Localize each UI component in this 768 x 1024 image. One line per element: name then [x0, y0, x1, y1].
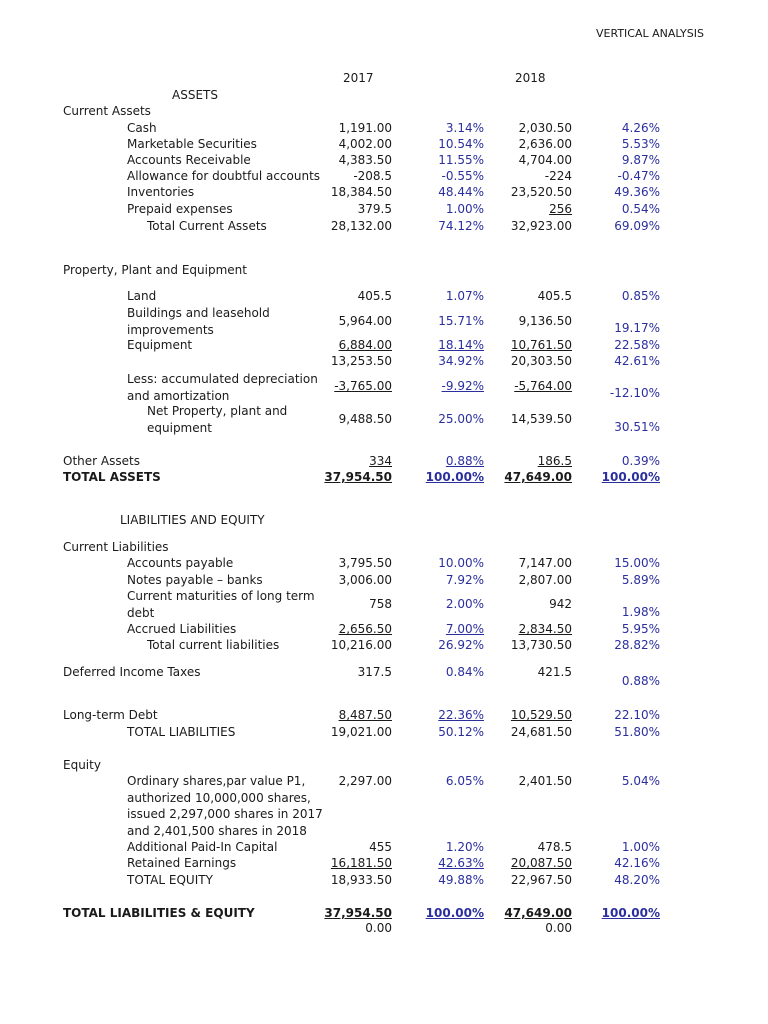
- pct-2018: 51.80%: [614, 725, 660, 739]
- value-2017: 334: [369, 454, 392, 468]
- value-2017: 6,884.00: [338, 338, 392, 352]
- pct-2018: 42.61%: [614, 354, 660, 368]
- row-label: Long-term Debt: [63, 708, 158, 722]
- pct-2018: 5.95%: [621, 622, 660, 636]
- pct-2018: 42.16%: [614, 856, 660, 870]
- pct-2017: 34.92%: [438, 354, 484, 368]
- value-2017: 8,487.50: [338, 708, 392, 722]
- pct-2017: 48.44%: [438, 185, 484, 199]
- pct-2018: 22.10%: [614, 708, 660, 722]
- value-2017: 18,933.50: [330, 873, 392, 887]
- row-label: Other Assets: [63, 454, 140, 468]
- row-label: Marketable Securities: [127, 137, 257, 151]
- header-2018: 2018: [515, 71, 546, 85]
- pct-2018: 28.82%: [614, 638, 660, 652]
- pct-2018: 9.87%: [621, 153, 660, 167]
- value-2018: 2,834.50: [518, 622, 572, 636]
- pct-2018: 5.04%: [621, 774, 660, 788]
- pct-2017: 1.20%: [445, 840, 484, 854]
- pct-2018: 5.53%: [621, 137, 660, 151]
- row-label: Total Current Assets: [147, 219, 267, 233]
- pct-2017: 50.12%: [438, 725, 484, 739]
- value-2018: 2,030.50: [518, 121, 572, 135]
- value-2018: -5,764.00: [514, 379, 572, 393]
- row-label: Accrued Liabilities: [127, 622, 237, 636]
- value-2018: 24,681.50: [510, 725, 572, 739]
- pct-2018: -12.10%: [609, 386, 660, 400]
- pct-2017: -0.55%: [441, 169, 484, 183]
- row-label: Notes payable – banks: [127, 573, 263, 587]
- row-label: TOTAL LIABILITIES & EQUITY: [63, 906, 255, 920]
- value-2018: 2,636.00: [518, 137, 572, 151]
- section-assets: ASSETS: [172, 88, 218, 102]
- row-label: Prepaid expenses: [127, 202, 233, 216]
- pct-2018: 0.88%: [621, 674, 660, 688]
- value-2018: 10,761.50: [510, 338, 572, 352]
- row-label: Equipment: [127, 338, 193, 352]
- row-label: Buildings and leasehold: [127, 306, 270, 320]
- value-2017: 3,006.00: [338, 573, 392, 587]
- value-2017: 758: [369, 597, 392, 611]
- pct-2017: 25.00%: [438, 412, 484, 426]
- value-2017: 405.5: [357, 289, 392, 303]
- value-2018: 47,649.00: [504, 470, 572, 484]
- value-2017: 455: [369, 840, 392, 854]
- value-2017: 10,216.00: [330, 638, 392, 652]
- row-label: improvements: [127, 322, 214, 337]
- value-2018: 23,520.50: [510, 185, 572, 199]
- value-2017: 2,297.00: [338, 774, 392, 788]
- pct-2017: 74.12%: [438, 219, 484, 233]
- row-label: equipment: [147, 420, 212, 435]
- value-2018: 10,529.50: [510, 708, 572, 722]
- pct-2018: 100.00%: [601, 470, 660, 484]
- row-label: TOTAL LIABILITIES: [127, 725, 236, 739]
- value-2018: 421.5: [537, 665, 572, 679]
- row-label: Accounts payable: [127, 556, 234, 570]
- pct-2017: 15.71%: [438, 314, 484, 328]
- value-2017: 37,954.50: [324, 906, 392, 920]
- pct-2017: 0.84%: [445, 665, 484, 679]
- pct-2017: 11.55%: [438, 153, 484, 167]
- pct-2018: 4.26%: [621, 121, 660, 135]
- row-label: Retained Earnings: [127, 856, 237, 870]
- value-2018: 2,401.50: [518, 774, 572, 788]
- pct-2017: 2.00%: [445, 597, 484, 611]
- pct-2017: 18.14%: [438, 338, 484, 352]
- value-2017: 16,181.50: [330, 856, 392, 870]
- row-label: Ordinary shares,par value P1,: [127, 774, 306, 788]
- pct-2017: 1.00%: [445, 202, 484, 216]
- value-2018: 9,136.50: [518, 314, 572, 328]
- row-label: Land: [127, 289, 157, 303]
- row-label: Inventories: [127, 185, 195, 199]
- pct-2017: 7.00%: [445, 622, 484, 636]
- pct-2017: 10.00%: [438, 556, 484, 570]
- value-2018: -224: [544, 169, 572, 183]
- check-2017: 0.00: [365, 921, 392, 935]
- pct-2017: 22.36%: [438, 708, 484, 722]
- value-2017: 317.5: [357, 665, 392, 679]
- row-label: issued 2,297,000 shares in 2017: [127, 807, 323, 821]
- value-2018: 942: [549, 597, 572, 611]
- value-2018: 13,730.50: [510, 638, 572, 652]
- row-label: and amortization: [127, 388, 230, 403]
- value-2018: 20,087.50: [510, 856, 572, 870]
- pct-2018: 30.51%: [614, 420, 660, 434]
- value-2018: 14,539.50: [510, 412, 572, 426]
- value-2018: 20,303.50: [510, 354, 572, 368]
- pct-2018: 22.58%: [614, 338, 660, 352]
- value-2017: 9,488.50: [338, 412, 392, 426]
- pct-2017: 100.00%: [425, 470, 484, 484]
- value-2018: 2,807.00: [518, 573, 572, 587]
- pct-2017: 0.88%: [445, 454, 484, 468]
- pct-2018: 1.98%: [621, 605, 660, 619]
- header-2017: 2017: [343, 71, 374, 85]
- sheet-title: VERTICAL ANALYSIS: [596, 27, 704, 40]
- row-label: Less: accumulated depreciation: [127, 372, 318, 386]
- section-current-assets: Current Assets: [63, 104, 151, 118]
- row-label: Net Property, plant and: [147, 404, 288, 418]
- pct-2018: 69.09%: [614, 219, 660, 233]
- value-2017: 37,954.50: [324, 470, 392, 484]
- value-2017: -3,765.00: [334, 379, 392, 393]
- pct-2017: 10.54%: [438, 137, 484, 151]
- row-label: TOTAL ASSETS: [63, 470, 161, 484]
- pct-2018: 1.00%: [621, 840, 660, 854]
- row-label: Additional Paid-In Capital: [127, 840, 278, 854]
- pct-2018: 49.36%: [614, 185, 660, 199]
- value-2017: 5,964.00: [338, 314, 392, 328]
- pct-2018: 100.00%: [601, 906, 660, 920]
- row-label: Current maturities of long term: [127, 589, 315, 603]
- pct-2017: 7.92%: [445, 573, 484, 587]
- row-label: Cash: [127, 121, 157, 135]
- pct-2017: 6.05%: [445, 774, 484, 788]
- row-label: TOTAL EQUITY: [127, 873, 213, 887]
- pct-2017: 26.92%: [438, 638, 484, 652]
- pct-2017: 42.63%: [438, 856, 484, 870]
- value-2017: 4,383.50: [338, 153, 392, 167]
- pct-2018: 5.89%: [621, 573, 660, 587]
- row-label: authorized 10,000,000 shares,: [127, 790, 311, 805]
- value-2017: 19,021.00: [330, 725, 392, 739]
- value-2018: 186.5: [537, 454, 572, 468]
- pct-2018: 0.85%: [621, 289, 660, 303]
- pct-2018: 19.17%: [614, 321, 660, 335]
- pct-2017: 3.14%: [445, 121, 484, 135]
- pct-2017: 1.07%: [445, 289, 484, 303]
- section-liabilities-equity: LIABILITIES AND EQUITY: [120, 513, 265, 527]
- section-current-liabilities: Current Liabilities: [63, 540, 169, 554]
- row-label: Deferred Income Taxes: [63, 665, 201, 679]
- row-label: and 2,401,500 shares in 2018: [127, 823, 307, 838]
- row-label: Total current liabilities: [147, 638, 280, 652]
- value-2017: 1,191.00: [338, 121, 392, 135]
- pct-2017: 100.00%: [425, 906, 484, 920]
- value-2017: 4,002.00: [338, 137, 392, 151]
- pct-2018: 48.20%: [614, 873, 660, 887]
- section-ppe: Property, Plant and Equipment: [63, 263, 247, 277]
- value-2017: 28,132.00: [330, 219, 392, 233]
- pct-2018: 15.00%: [614, 556, 660, 570]
- check-2018: 0.00: [545, 921, 572, 935]
- value-2017: -208.5: [353, 169, 392, 183]
- section-equity: Equity: [63, 758, 101, 772]
- value-2017: 379.5: [357, 202, 392, 216]
- pct-2018: 0.54%: [621, 202, 660, 216]
- pct-2017: -9.92%: [441, 379, 484, 393]
- value-2018: 47,649.00: [504, 906, 572, 920]
- pct-2017: 49.88%: [438, 873, 484, 887]
- pct-2018: -0.47%: [617, 169, 660, 183]
- value-2018: 4,704.00: [518, 153, 572, 167]
- row-label: Allowance for doubtful accounts: [127, 169, 321, 183]
- value-2017: 18,384.50: [330, 185, 392, 199]
- value-2018: 478.5: [537, 840, 572, 854]
- value-2018: 22,967.50: [510, 873, 572, 887]
- value-2018: 256: [549, 202, 572, 216]
- pct-2018: 0.39%: [621, 454, 660, 468]
- value-2018: 32,923.00: [510, 219, 572, 233]
- value-2017: 2,656.50: [338, 622, 392, 636]
- value-2018: 405.5: [537, 289, 572, 303]
- row-label: debt: [127, 605, 155, 620]
- value-2018: 7,147.00: [518, 556, 572, 570]
- value-2017: 13,253.50: [330, 354, 392, 368]
- value-2017: 3,795.50: [338, 556, 392, 570]
- row-label: Accounts Receivable: [127, 153, 251, 167]
